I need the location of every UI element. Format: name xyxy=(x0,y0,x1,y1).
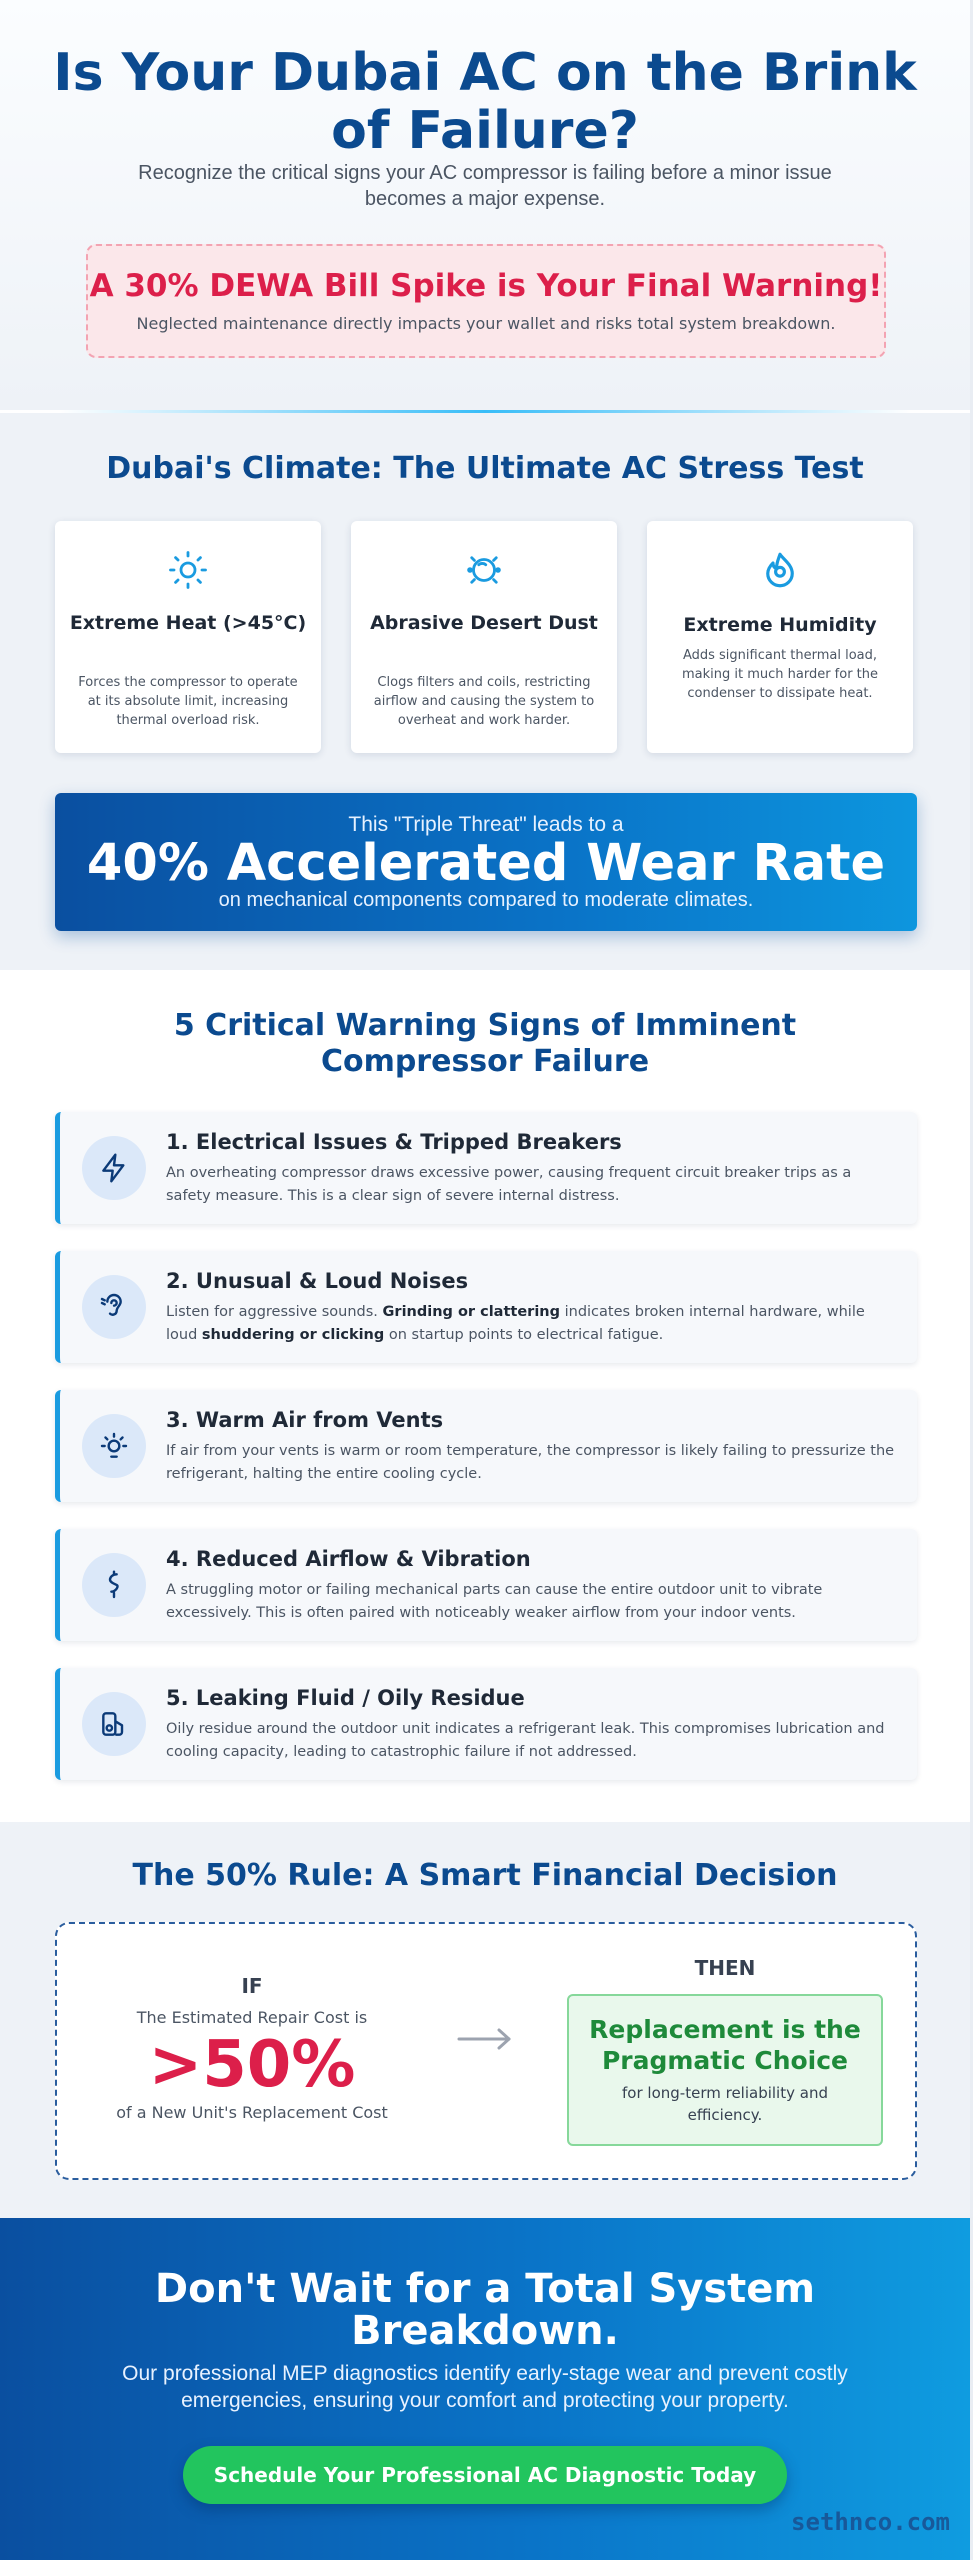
thermometer-sun-icon xyxy=(98,1430,130,1462)
wear-rate-banner xyxy=(55,793,917,931)
then-text: for long-term reliability and efficiency. xyxy=(622,2084,828,2124)
sign-text-part: indicates broken internal hardware, while loud xyxy=(166,1304,865,1343)
sign-text: If air from your vents is warm or room temperature, the compressor is likely failing to pressurize the refrigerant, halting the entire cooling cycle. xyxy=(166,1443,895,1482)
lightning-icon xyxy=(98,1152,130,1184)
warning-sign-card xyxy=(55,1390,917,1502)
arrow-right-icon xyxy=(457,2027,513,2051)
schedule-diagnostic-button[interactable]: Schedule Your Professional AC Diagnostic Today xyxy=(183,2446,787,2504)
card-text: Adds significant thermal load, making it much harder for the condenser to dissipate heat. xyxy=(681,648,879,701)
dewa-warning-box xyxy=(86,244,886,358)
card-title: Extreme Humidity xyxy=(683,614,877,636)
climate-title: Dubai's Climate: The Ultimate AC Stress Test xyxy=(106,451,864,486)
sign-text: Oily residue around the outdoor unit indicates a refrigerant leak. This compromises lubrication and cooling capacity, leading to catastrophic failure if not addressed. xyxy=(166,1721,885,1760)
card-extreme-heat xyxy=(55,521,321,753)
page-subtitle: Recognize the critical signs your AC compressor is failing before a minor issue becomes a major expense. xyxy=(138,162,832,210)
sun-icon xyxy=(167,549,209,591)
sign-text-bold: Grinding or clattering xyxy=(382,1304,560,1320)
if-text: The Estimated Repair Cost is xyxy=(136,2008,368,2027)
card-text: Clogs filters and coils, restricting airflow and causing the system to overheat and work harder. xyxy=(373,675,595,728)
warning-sign-card xyxy=(55,1668,917,1780)
sign-text: A struggling motor or failing mechanical parts can cause the entire outdoor unit to vibrate excessively. This is often paired with noticeably weaker airflow from your indoor vents. xyxy=(166,1582,823,1621)
sign-icon-circle xyxy=(82,1553,146,1617)
if-tail: of a New Unit's Replacement Cost xyxy=(116,2103,388,2122)
sign-title: 1. Electrical Issues & Tripped Breakers xyxy=(166,1130,622,1154)
card-text: Forces the compressor to operate at its absolute limit, increasing thermal overload risk. xyxy=(78,675,298,728)
then-result-box xyxy=(567,1994,883,2146)
sign-title: 3. Warm Air from Vents xyxy=(166,1408,444,1432)
card-title: Abrasive Desert Dust xyxy=(370,612,598,634)
brand-watermark: sethnco.com xyxy=(791,2508,950,2536)
cta-text: Our professional MEP diagnostics identify early-stage wear and prevent costly emergencies, ensuring your comfort and protecting your property. xyxy=(122,2362,848,2412)
warning-title: A 30% DEWA Bill Spike is Your Final Warning! xyxy=(89,268,883,304)
warning-sign-card xyxy=(55,1251,917,1363)
warning-sign-card xyxy=(55,1529,917,1641)
fifty-percent-rule-section xyxy=(0,1822,970,2218)
if-label: IF xyxy=(241,1974,263,1998)
sign-text xyxy=(166,1301,899,1347)
card-desert-dust xyxy=(351,521,617,753)
sign-icon-circle xyxy=(82,1275,146,1339)
cta-section xyxy=(0,2218,970,2560)
page-title: Is Your Dubai AC on the Brink of Failure? xyxy=(53,43,917,161)
warning-signs-section xyxy=(0,970,970,1822)
dust-icon xyxy=(463,549,505,591)
sign-title: 2. Unusual & Loud Noises xyxy=(166,1269,469,1293)
then-label: THEN xyxy=(694,1956,756,1980)
cta-title: Don't Wait for a Total System Breakdown. xyxy=(154,2266,816,2354)
banner-stat: 40% Accelerated Wear Rate xyxy=(86,834,886,893)
warning-text: Neglected maintenance directly impacts your wallet and risks total system breakdown. xyxy=(136,314,836,333)
card-title: Extreme Heat (>45°C) xyxy=(69,612,307,634)
sign-title: 4. Reduced Airflow & Vibration xyxy=(166,1547,531,1571)
sign-icon-circle xyxy=(82,1414,146,1478)
sign-text: An overheating compressor draws excessive power, causing frequent circuit breaker trips as a safety measure. This is a clear sign of severe internal distress. xyxy=(166,1165,852,1204)
sign-icon-circle xyxy=(82,1692,146,1756)
ear-icon xyxy=(98,1291,130,1323)
if-condition xyxy=(97,1974,407,2122)
signs-title: 5 Critical Warning Signs of Imminent Compressor Failure xyxy=(173,1008,797,1079)
threshold-value: >50% xyxy=(148,2028,356,2102)
hero-section xyxy=(0,0,970,410)
banner-intro: This "Triple Threat" leads to a xyxy=(348,813,624,836)
climate-section xyxy=(0,413,970,970)
sign-text-part: on startup points to electrical fatigue. xyxy=(384,1327,664,1343)
vibration-icon xyxy=(98,1569,130,1601)
sign-title: 5. Leaking Fluid / Oily Residue xyxy=(166,1686,525,1710)
warning-sign-card xyxy=(55,1112,917,1224)
rule-box xyxy=(55,1922,917,2180)
then-title: Replacement is the Pragmatic Choice xyxy=(589,2015,861,2075)
rule-title: The 50% Rule: A Smart Financial Decision xyxy=(132,1858,838,1893)
sign-icon-circle xyxy=(82,1136,146,1200)
droplet-icon xyxy=(759,549,801,591)
banner-outro: on mechanical components compared to moderate climates. xyxy=(218,889,754,911)
oil-leak-icon xyxy=(98,1708,130,1740)
card-extreme-humidity xyxy=(647,521,913,753)
sign-text-part: Listen for aggressive sounds. xyxy=(166,1304,383,1320)
sign-text-bold: shuddering or clicking xyxy=(201,1327,385,1343)
